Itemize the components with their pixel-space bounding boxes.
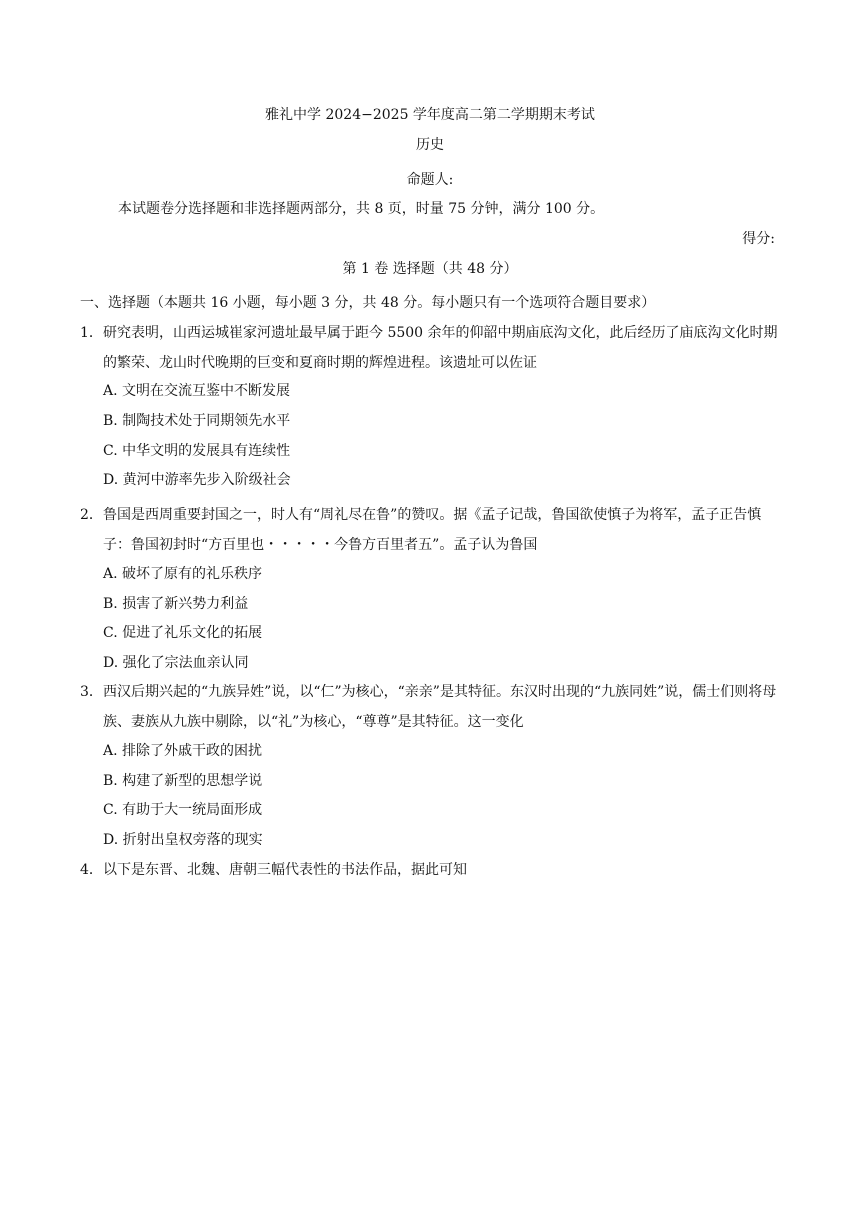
instructions: 本试题卷分选择题和非选择题两部分，共 8 页，时量 75 分钟，满分 100 分。 bbox=[118, 201, 605, 217]
option-c[interactable]: C. 促进了礼乐文化的拓展 bbox=[103, 625, 263, 641]
author-label: 命题人: bbox=[406, 172, 454, 188]
option-d[interactable]: D. 黄河中游率先步入阶级社会 bbox=[103, 472, 291, 488]
option-a[interactable]: A. 排除了外戚干政的困扰 bbox=[103, 743, 263, 759]
option-d[interactable]: D. 折射出皇权旁落的现实 bbox=[103, 832, 263, 848]
question-stem: 以下是东晋、北魏、唐朝三幅代表性的书法作品，据此可知 bbox=[103, 862, 467, 878]
part-title: 第 1 卷 选择题（共 48 分） bbox=[342, 261, 518, 277]
option-b[interactable]: B. 损害了新兴势力利益 bbox=[103, 596, 249, 612]
option-b[interactable]: B. 制陶技术处于同期领先水平 bbox=[103, 413, 291, 429]
question-stem: 研究表明，山西运城崔家河遗址最早属于距今 5500 余年的仰韶中期庙底沟文化，此后经历了庙底沟文化时期的繁荣、龙山时代晚期的巨变和夏商时期的辉煌进程。该遗址可以佐证 bbox=[103, 325, 778, 371]
question-number: 2． bbox=[80, 507, 103, 523]
option-a[interactable]: A. 文明在交流互鉴中不断发展 bbox=[103, 383, 291, 399]
question-number: 4． bbox=[80, 862, 103, 878]
option-c[interactable]: C. 中华文明的发展具有连续性 bbox=[103, 443, 291, 459]
section-heading: 一、选择题（本题共 16 小题，每小题 3 分，共 48 分。每小题只有一个选项符合题目要求） bbox=[80, 295, 656, 311]
option-c[interactable]: C. 有助于大一统局面形成 bbox=[103, 802, 263, 818]
option-a[interactable]: A. 破坏了原有的礼乐秩序 bbox=[103, 566, 263, 582]
subject-title: 历史 bbox=[416, 137, 444, 153]
question-stem: 鲁国是西周重要封国之一，时人有“周礼尽在鲁”的赞叹。据《孟子记哉，鲁国欲使慎子为将军，孟子正告慎子：鲁国初封时“方百里也・・・・・今鲁方百里者五”。孟子认为鲁国 bbox=[103, 507, 762, 553]
score-label: 得分: bbox=[742, 231, 775, 247]
option-d[interactable]: D. 强化了宗法血亲认同 bbox=[103, 655, 249, 671]
exam-title: 雅礼中学 2024−2025 学年度高二第二学期期末考试 bbox=[265, 107, 595, 123]
question-number: 1． bbox=[80, 325, 103, 341]
question-stem: 西汉后期兴起的“九族异姓”说，以“仁”为核心，“亲亲”是其特征。东汉时出现的“九族同姓”说，儒士们则将母族、妻族从九族中剔除，以“礼”为核心，“尊尊”是其特征。这一变化 bbox=[103, 684, 777, 730]
option-b[interactable]: B. 构建了新型的思想学说 bbox=[103, 773, 263, 789]
question-number: 3． bbox=[80, 684, 103, 700]
